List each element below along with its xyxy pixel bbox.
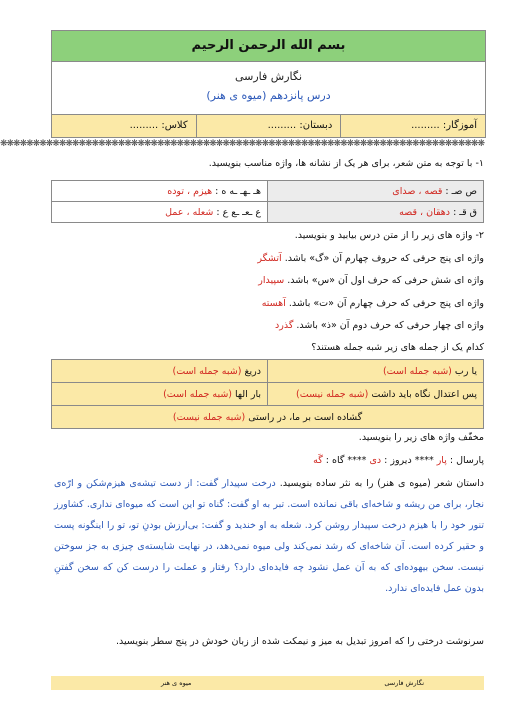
q4-line [313, 455, 484, 466]
table-row [52, 383, 484, 406]
bismillah: بسم الله الرحمن الرحیم [52, 31, 485, 62]
q1-label: ص صـ : [445, 185, 477, 197]
q2-item-text: واژه ای پنج حرفی که حرف چهارم آن «ت» باشد. [288, 298, 484, 309]
q3-answer: (شبه جمله نیست) [172, 411, 246, 423]
q3-cell [52, 360, 268, 383]
page-footer [51, 676, 484, 690]
q3-cell-text: دریغ [244, 365, 261, 377]
q1-cell [268, 181, 484, 202]
q1-answer: شعله ، عمل [165, 206, 214, 218]
q2-item-text: واژه ای چهار حرفی که حرف دوم آن «ذ» باشد. [296, 320, 484, 331]
table-row [52, 202, 484, 223]
q4-text: **** دیروز : [384, 455, 437, 466]
q2-item [258, 275, 484, 286]
q1-table [51, 180, 484, 223]
q1-answer: قصه ، صدای [392, 185, 443, 197]
q3-cell [52, 406, 484, 429]
q3-cell [268, 360, 484, 383]
q3-cell-text: پس اعتدال نگاه باید داشت [371, 388, 477, 400]
q4-answer: گَه [313, 455, 323, 466]
q1-label: ع ـعـ ـع ع : [216, 206, 261, 218]
q3-prompt: کدام یک از جمله های زیر شبه جمله هستند؟ [311, 342, 484, 353]
q3-answer: (شبه جمله نیست) [296, 388, 369, 400]
q4-answer: پار [436, 455, 447, 466]
q3-cell-text: بار الها [235, 388, 261, 400]
q1-cell [52, 181, 268, 202]
teacher-field: آموزگار: ......... [340, 115, 485, 137]
q3-cell [52, 383, 268, 406]
q5-intro: داستان شعر (میوه ی هنر) را به نثر ساده بنویسید. [279, 478, 484, 489]
q3-answer: (شبه جمله است) [382, 365, 452, 377]
q3-cell-text: یا رب [454, 365, 477, 377]
footer-lesson: میوه ی هنر [161, 679, 192, 687]
star-divider: ❋❋❋❋❋❋❋❋❋❋❋❋❋❋❋❋❋❋❋❋❋❋❋❋❋❋❋❋❋❋❋❋❋❋❋❋❋❋❋❋❋❋❋❋❋❋❋❋❋❋❋❋❋❋❋❋❋❋❋❋❋❋❋❋❋❋❋❋❋❋❋❋❋❋ [0, 139, 484, 149]
q2-answer: گذرد [275, 320, 294, 331]
q4-prefix: پارسال : [449, 455, 484, 466]
q2-answer: آهسته [261, 298, 286, 309]
q3-cell [268, 383, 484, 406]
q2-answer: آتشگر [257, 253, 282, 264]
q2-item-text: واژه ای پنج حرفی که حروف چهارم آن «گ» باشد. [284, 253, 484, 264]
q2-item-text: واژه ای شش حرفی که حرف اول آن «س» باشد. [287, 275, 484, 286]
q4-prompt: مخفّف واژه های زیر را بنویسید. [358, 432, 484, 443]
q1-label: هـ ـهـ ـه ه : [215, 185, 261, 197]
q1-answer: دهقان ، قصه [399, 206, 451, 218]
footer-subject: نگارش فارسی [384, 679, 424, 687]
title-box [52, 62, 485, 115]
subject-title: نگارش فارسی [234, 70, 303, 83]
q3-table [51, 359, 484, 429]
q1-prompt: ۱- با توجه به متن شعر، برای هر یک از نشانه ها، واژه مناسب بنویسید. [208, 158, 484, 169]
table-row [52, 181, 484, 202]
q3-cell-text: گشاده است بر ما، در راستی [248, 411, 363, 423]
q2-item [275, 320, 484, 331]
q1-cell [52, 202, 268, 223]
q5-paragraph [54, 473, 484, 599]
q4-answer: دی [369, 455, 382, 466]
info-row [52, 115, 485, 137]
lesson-title: درس پانزدهم (میوه ی هنر) [206, 89, 331, 102]
q1-label: ق قـ : [453, 206, 477, 218]
q3-answer: (شبه جمله است) [172, 365, 242, 377]
q3-answer: (شبه جمله است) [163, 388, 232, 400]
table-row [52, 406, 484, 429]
q2-item [257, 253, 484, 264]
worksheet-header [51, 30, 486, 138]
school-field: دبستان: ......... [196, 115, 341, 137]
q5-story: درخت سپیدار گفت: از دست تیشه‌ی هیزم‌شکن و ارّه‌ی نجار، برای من ریشه و شاخه‌ای باقی نمانده است. تبر به او گفت: گناه تو این است که میوه‌ای نداری. کشاورز تنور خود را با هیزم درخت سپیدار روشن کرد. شعله به او خندید و گفت: بی‌ارزش بودنِ تو، تو را اینگونه پست و حقیر کرده است. آن شاخه‌ای که رشد نمی‌کند ولی میوه نمی‌دهد، در نهایت شایسته‌ی چیزی به جز سوختن نیست. سخن بیهوده‌ای که به آن عمل نشود چه فایده‌ای دارد؟ رفتار و عملت را درست کن که سخن گفتنِ بدون عمل فایده‌ای ندارد. [54, 478, 484, 594]
q2-prompt: ۲- واژه های زیر را از متن درس بیابید و بنویسید. [294, 230, 484, 241]
q2-answer: سپیدار [258, 275, 285, 286]
q1-answer: هیزم ، توده [167, 185, 213, 197]
q1-cell [268, 202, 484, 223]
q2-item [262, 298, 484, 309]
q6-prompt: سرنوشت درختی را که امروز تبدیل به میز و نیمکت شده از زبان خودش در پنج سطر بنویسید. [115, 636, 484, 647]
table-row [52, 360, 484, 383]
class-field: کلاس: ......... [129, 120, 188, 131]
q4-text: **** گاه : [325, 455, 370, 466]
